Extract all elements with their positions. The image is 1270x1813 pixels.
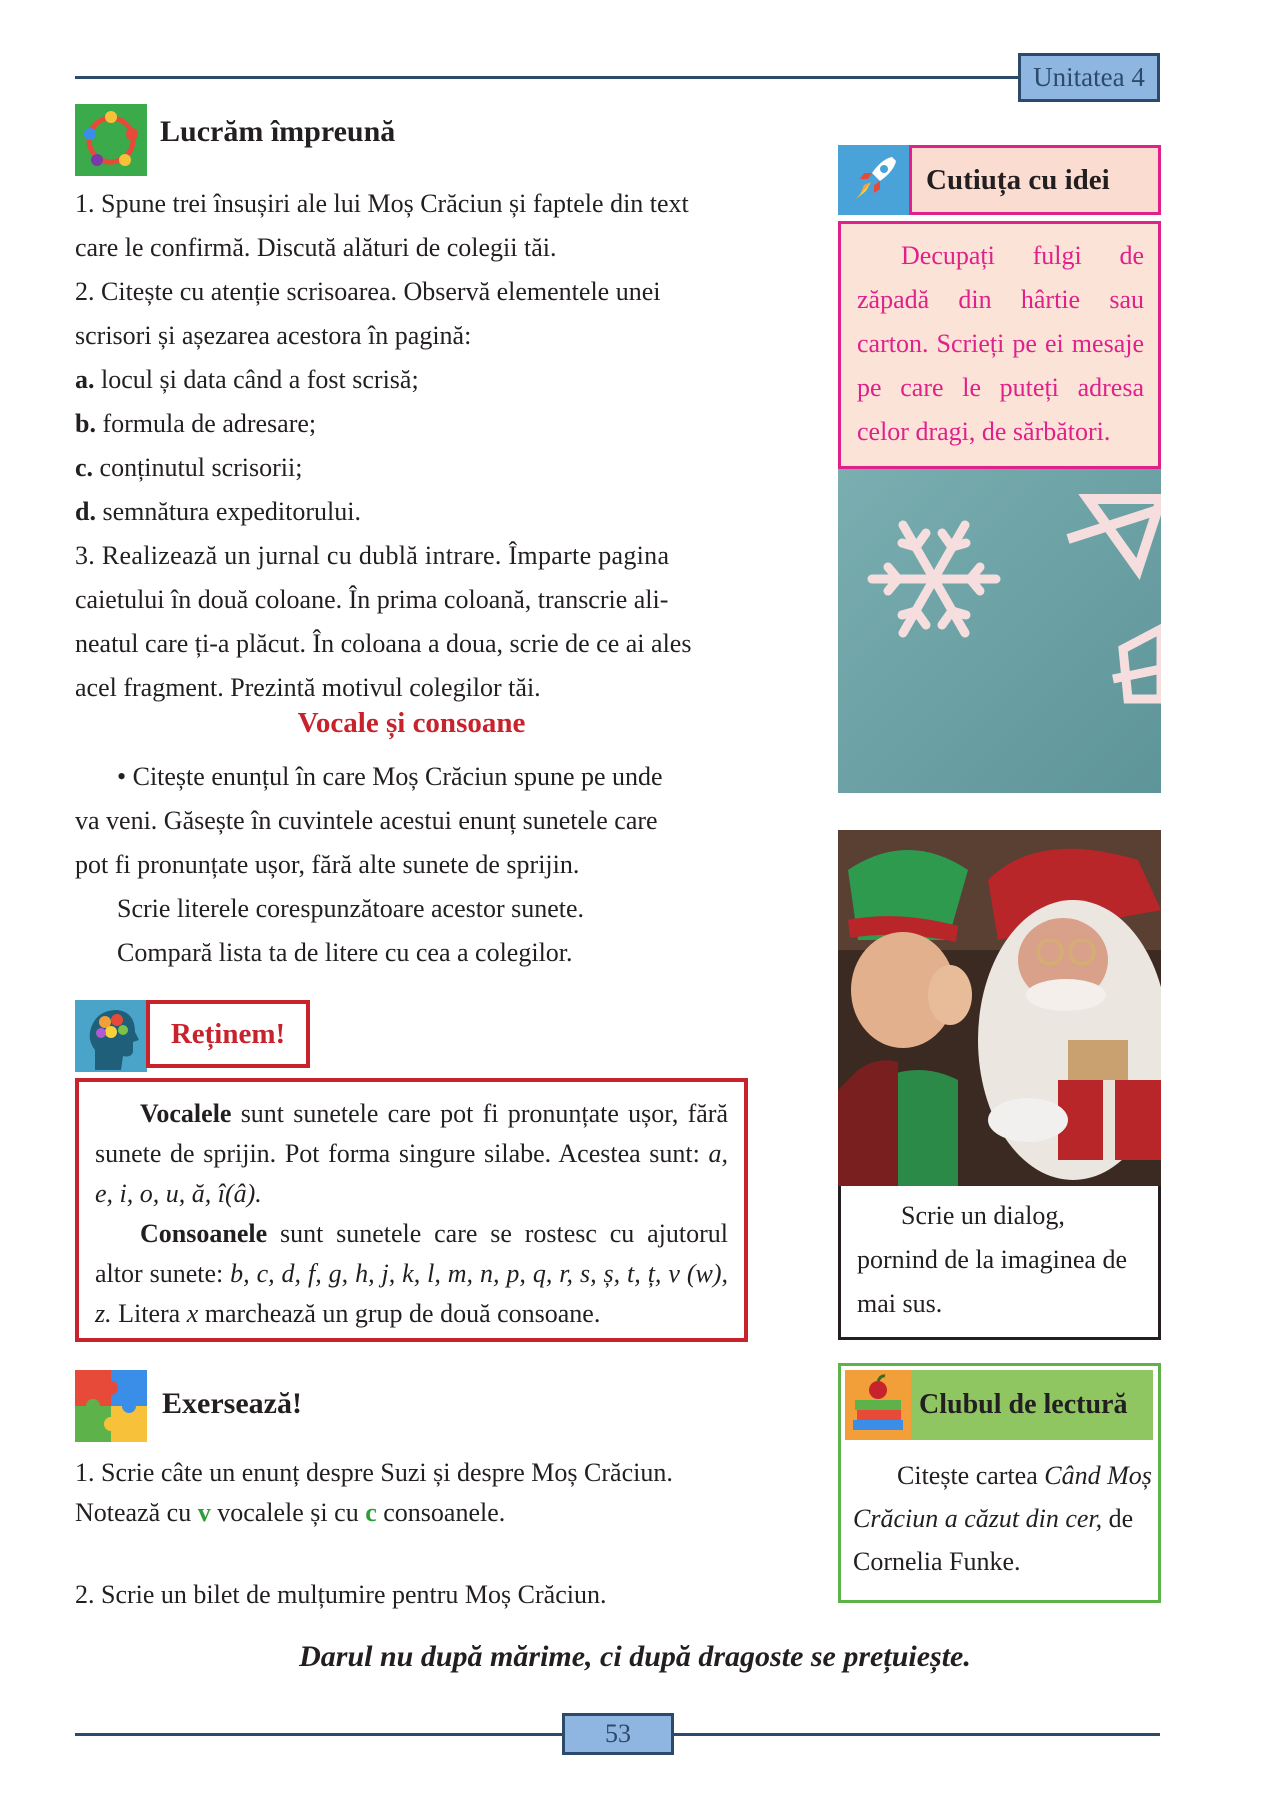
header-rule bbox=[75, 76, 1018, 79]
lucram-line: 1. Spune trei însușiri ale lui Moș Crăciun și faptele din text bbox=[75, 189, 689, 218]
lucram-line: care le confirmă. Discută alături de colegii tăi. bbox=[75, 233, 557, 262]
snowflakes-photo bbox=[838, 469, 1161, 793]
page-number: 53 bbox=[562, 1713, 674, 1755]
lucram-item-d: d. semnătura expeditorului. bbox=[75, 497, 361, 526]
footer-rule-left bbox=[75, 1733, 562, 1736]
consoane-definition: Consoanele sunt sunetele care se rostesc cu ajutorul altor sunete: b, c, d, f, g, h, j, k, l, m, n, p, q, r, s, ș, t, ț, v (w), z. Litera x marchează un grup de două consoane. bbox=[95, 1219, 728, 1328]
puzzle-icon bbox=[75, 1370, 147, 1442]
vocale-title: Vocale și consoane bbox=[297, 707, 526, 739]
brain-head-icon bbox=[75, 1000, 147, 1072]
exerseaza-title: Exersează! bbox=[162, 1387, 302, 1420]
team-circle-icon bbox=[75, 104, 147, 176]
vocale-line: • Citește enunțul în care Moș Crăciun spune pe unde bbox=[117, 762, 663, 791]
vocale-definition: Vocalele sunt sunetele care pot fi pronunțate ușor, fără sunete de sprijin. Pot forma singure silabe. Acestea sunt: a, e, i, o, u, ă, î(â). bbox=[95, 1099, 728, 1208]
club-text: Citește cartea Când Moș Crăciun a căzut din cer, de Cornelia Funke. bbox=[853, 1461, 1152, 1576]
lucram-item-c: c. conținutul scrisorii; bbox=[75, 453, 303, 482]
proverb: Darul nu după mărime, ci după dragoste se prețuiește. bbox=[299, 1640, 971, 1673]
lucram-line: 2. Citește cu atenție scrisoarea. Observă elementele unei bbox=[75, 277, 661, 306]
cutiuta-title: Cutiuța cu idei bbox=[909, 145, 1161, 215]
dialog-text: Scrie un dialog, pornind de la imaginea de mai sus. bbox=[857, 1201, 1128, 1318]
lucram-line: caietului în două coloane. În prima coloană, transcrie ali- bbox=[75, 585, 669, 614]
lucram-body bbox=[75, 182, 755, 710]
cutiuta-text: Decupați fulgi de zăpadă din hârtie sau carton. Scrieți pe ei mesaje pe care le puteți adresa celor dragi, de sărbători. bbox=[838, 221, 1161, 469]
lucram-item-b: b. formula de adresare; bbox=[75, 409, 317, 438]
lucram-item-a: a. locul și data când a fost scrisă; bbox=[75, 365, 419, 394]
exerseaza-line-1: 1. Scrie câte un enunț despre Suzi și despre Moș Crăciun. bbox=[75, 1458, 673, 1487]
lucram-title: Lucrăm împreună bbox=[160, 115, 396, 148]
vocale-line: va veni. Găsește în cuvintele acestui enunț sunetele care bbox=[75, 806, 658, 835]
santa-elf-photo bbox=[838, 830, 1161, 1186]
lucram-line: scrisori și așezarea acestora în pagină: bbox=[75, 321, 472, 350]
lucram-line: neatul care ți-a plăcut. În coloana a doua, scrie de ce ai ales bbox=[75, 629, 692, 658]
footer-rule-right bbox=[674, 1733, 1160, 1736]
books-apple-icon bbox=[845, 1370, 911, 1440]
exerseaza-body bbox=[75, 1453, 775, 1615]
rocket-icon bbox=[838, 145, 909, 215]
club-box bbox=[838, 1363, 1161, 1603]
unit-label: Unitatea 4 bbox=[1018, 53, 1160, 102]
retinem-box bbox=[75, 1078, 748, 1342]
vocale-line: Compară lista ta de litere cu cea a colegilor. bbox=[117, 938, 573, 967]
retinem-title-box bbox=[146, 1000, 310, 1068]
vocale-line: Scrie literele corespunzătoare acestor sunete. bbox=[117, 894, 585, 923]
dialog-box bbox=[838, 1186, 1161, 1340]
vocale-body bbox=[75, 755, 755, 975]
lucram-line: 3. Realizează un jurnal cu dublă intrare. Împarte pagina bbox=[75, 541, 670, 570]
vocale-line: pot fi pronunțate ușor, fără alte sunete de sprijin. bbox=[75, 850, 580, 879]
lucram-line: acel fragment. Prezintă motivul colegilor tăi. bbox=[75, 673, 541, 702]
exerseaza-line-2: Notează cu v vocalele și cu c consoanele. bbox=[75, 1498, 506, 1527]
club-title: Clubul de lectură bbox=[911, 1370, 1153, 1440]
exerseaza-line-3: 2. Scrie un bilet de mulțumire pentru Moș Crăciun. bbox=[75, 1580, 607, 1609]
retinem-title: Reținem! bbox=[170, 1017, 286, 1050]
